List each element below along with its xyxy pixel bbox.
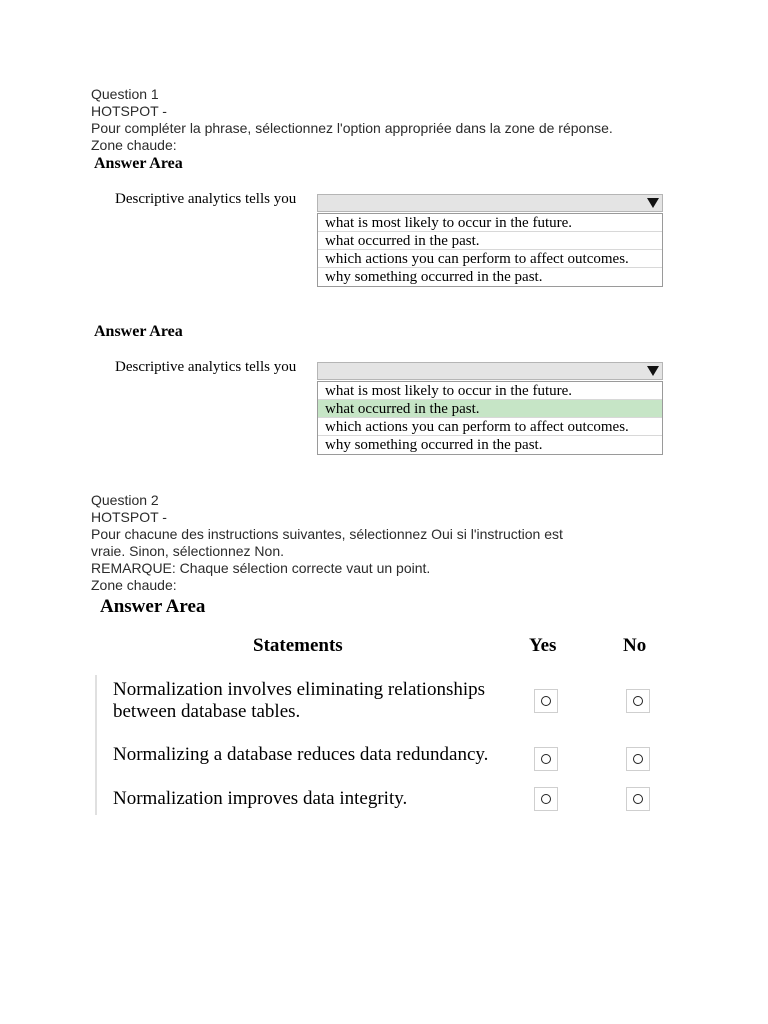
question1-type: HOTSPOT - (91, 103, 167, 119)
question1-zone: Zone chaude: (91, 137, 177, 153)
dropdown-option[interactable]: what occurred in the past. (318, 232, 662, 250)
question2-label: Question 2 (91, 492, 159, 508)
no-header: No (623, 635, 647, 656)
answer-prompt: Descriptive analytics tells you (115, 191, 297, 207)
yes-header: Yes (529, 635, 557, 656)
statement-row (113, 679, 485, 723)
question2-instruction: Pour chacune des instructions suivantes, sélectionnez Oui si l'instruction est (91, 526, 563, 542)
dropdown-option[interactable]: what is most likely to occur in the future. (318, 214, 662, 232)
radio-circle-icon (541, 696, 551, 706)
question2-remark: REMARQUE: Chaque sélection correcte vaut un point. (91, 560, 431, 576)
question1-label: Question 1 (91, 86, 159, 102)
statements-header: Statements (253, 635, 343, 656)
yes-radio[interactable] (534, 689, 558, 713)
answer-area-title: Answer Area (94, 155, 183, 172)
radio-circle-icon (541, 794, 551, 804)
statement-text: Normalization involves eliminating relationships (113, 679, 486, 700)
statement-text: Normalization improves data integrity. (113, 788, 408, 809)
no-radio[interactable] (626, 747, 650, 771)
radio-circle-icon (633, 696, 643, 706)
radio-circle-icon (633, 794, 643, 804)
radio-circle-icon (633, 754, 643, 764)
statement-text: between database tables. (113, 701, 301, 722)
question2-header (91, 492, 563, 594)
no-radio[interactable] (626, 787, 650, 811)
dropdown-options (317, 381, 663, 455)
dropdown-option[interactable]: which actions you can perform to affect outcomes. (318, 418, 662, 436)
statement-row (113, 744, 488, 766)
question1-instruction: Pour compléter la phrase, sélectionnez l'option appropriée dans la zone de réponse. (91, 120, 613, 136)
answer-area-title: Answer Area (100, 596, 206, 617)
answer-area-title: Answer Area (94, 323, 183, 340)
answer-dropdown[interactable] (317, 194, 663, 212)
dropdown-option[interactable]: why something occurred in the past. (325, 437, 543, 453)
answer-dropdown[interactable] (317, 362, 663, 380)
question2-type: HOTSPOT - (91, 509, 167, 525)
dropdown-option[interactable]: which actions you can perform to affect outcomes. (318, 250, 662, 268)
question2-instruction: vraie. Sinon, sélectionnez Non. (91, 543, 284, 559)
statement-text: Normalizing a database reduces data redundancy. (113, 744, 489, 765)
dropdown-arrow-icon (647, 198, 659, 208)
dropdown-arrow-icon (647, 366, 659, 376)
dropdown-options (317, 213, 663, 287)
dropdown-option[interactable]: what is most likely to occur in the future. (318, 382, 662, 400)
table-divider (95, 675, 97, 815)
answer-prompt: Descriptive analytics tells you (115, 359, 297, 375)
yes-radio[interactable] (534, 787, 558, 811)
radio-circle-icon (541, 754, 551, 764)
no-radio[interactable] (626, 689, 650, 713)
dropdown-option-selected[interactable]: what occurred in the past. (318, 400, 662, 418)
question1-header (91, 86, 613, 154)
question2-zone: Zone chaude: (91, 577, 177, 593)
yes-radio[interactable] (534, 747, 558, 771)
dropdown-option[interactable]: why something occurred in the past. (325, 269, 543, 285)
statement-row (113, 788, 407, 810)
